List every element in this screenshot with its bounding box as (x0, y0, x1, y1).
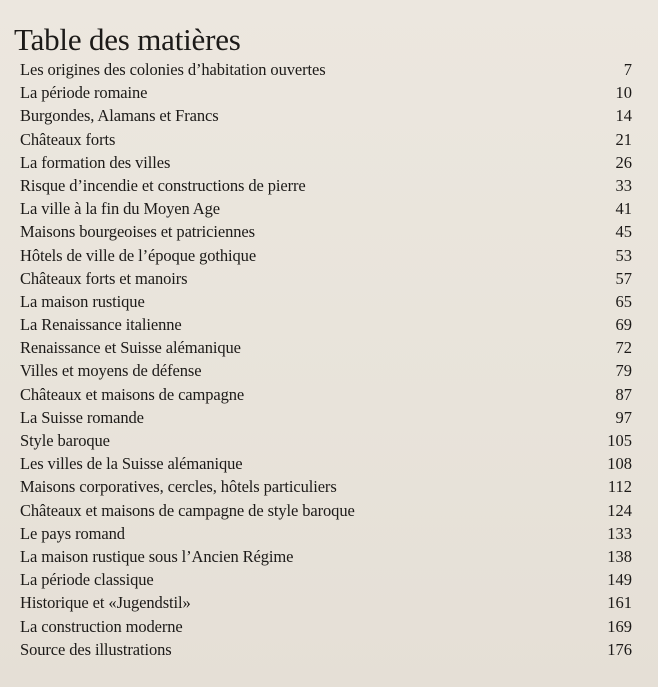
toc-entry (20, 429, 632, 452)
toc-entry-page-number: 10 (615, 83, 632, 103)
toc-entry-title: La Suisse romande (20, 407, 144, 427)
toc-entry-title: Châteaux et maisons de campagne (20, 384, 245, 404)
toc-entry-page-number: 124 (607, 500, 632, 520)
toc-entry (20, 313, 632, 336)
toc-entry (20, 267, 632, 290)
toc-entry-page-number: 21 (615, 129, 632, 149)
toc-entry-page-number: 97 (615, 407, 632, 427)
toc-entry-page-number: 14 (615, 106, 632, 126)
toc-entry-page-number: 176 (607, 639, 632, 659)
toc-entry-page-number: 133 (607, 523, 632, 543)
toc-entry-title: La ville à la fin du Moyen Age (20, 199, 220, 219)
toc-entry (20, 197, 632, 220)
toc-entry-title: Châteaux forts et manoirs (20, 268, 188, 288)
toc-entry (20, 359, 632, 382)
toc-entry-title: Burgondes, Alamans et Francs (20, 106, 219, 126)
toc-entry-title: La construction moderne (20, 616, 183, 636)
toc-entry-title: La formation des villes (20, 152, 171, 172)
toc-entry-page-number: 112 (607, 477, 632, 497)
toc-entry (20, 104, 632, 127)
toc-entry-title: Le pays romand (20, 523, 125, 543)
toc-entry (20, 452, 632, 475)
toc-entry-title: La période romaine (20, 83, 148, 103)
toc-entry (20, 81, 632, 104)
toc-entry (20, 568, 632, 591)
toc-entry-title: Les villes de la Suisse alémanique (20, 454, 243, 474)
toc-entry-page-number: 87 (615, 384, 632, 404)
toc-entry (20, 174, 632, 197)
table-of-contents (20, 58, 632, 661)
toc-entry-page-number: 45 (615, 222, 632, 242)
toc-entry-page-number: 26 (615, 152, 632, 172)
toc-entry-page-number: 161 (607, 593, 632, 613)
toc-entry-title: Maisons corporatives, cercles, hôtels particuliers (20, 477, 337, 497)
toc-entry-title: Villes et moyens de défense (20, 361, 202, 381)
toc-entry (20, 499, 632, 522)
toc-entry-title: Style baroque (20, 431, 110, 450)
toc-entry-page-number: 108 (607, 454, 632, 474)
toc-entry (20, 638, 632, 661)
toc-entry (20, 383, 632, 406)
toc-entry-page-number: 53 (615, 245, 632, 265)
toc-entry-title: La Renaissance italienne (20, 315, 182, 335)
page-title: Table des matières (14, 22, 241, 57)
toc-entry-page-number: 33 (615, 175, 632, 195)
toc-entry-title: Hôtels de ville de l’époque gothique (20, 245, 257, 265)
toc-entry (20, 336, 632, 359)
toc-entry (20, 522, 632, 545)
toc-entry-page-number: 65 (615, 291, 632, 311)
toc-entry-title: Source des illustrations (20, 639, 172, 659)
toc-entry-page-number: 57 (615, 268, 632, 288)
toc-entry-page-number: 69 (615, 315, 632, 335)
toc-entry-title: La période classique (20, 570, 154, 590)
toc-entry-page-number: 72 (615, 338, 632, 358)
toc-entry (20, 151, 632, 174)
toc-entry-page-number: 149 (607, 570, 632, 590)
toc-entry (20, 406, 632, 429)
toc-entry-title: Risque d’incendie et constructions de pierre (20, 175, 306, 195)
toc-entry-page-number: 7 (623, 60, 632, 79)
toc-entry-title: Renaissance et Suisse alémanique (20, 338, 241, 358)
toc-entry-title: Châteaux et maisons de campagne de style baroque (20, 500, 355, 520)
toc-entry-title: La maison rustique (20, 291, 145, 311)
toc-entry (20, 545, 632, 568)
toc-entry-page-number: 138 (607, 546, 632, 566)
toc-entry-title: Historique et «Jugendstil» (20, 593, 191, 613)
toc-entry-page-number: 79 (615, 361, 632, 381)
toc-entry (20, 220, 632, 243)
toc-entry (20, 244, 632, 267)
toc-entry-title: Châteaux forts (20, 129, 116, 149)
toc-entry-page-number: 169 (607, 616, 632, 636)
toc-entry-page-number: 41 (615, 199, 632, 219)
toc-entry (20, 290, 632, 313)
toc-entry (20, 475, 632, 498)
toc-entry (20, 591, 632, 614)
toc-entry-title: Les origines des colonies d’habitation ouvertes (20, 60, 326, 79)
toc-entry-page-number: 105 (607, 431, 632, 450)
toc-entry-title: Maisons bourgeoises et patriciennes (20, 222, 255, 242)
toc-entry (20, 58, 632, 81)
toc-entry (20, 128, 632, 151)
toc-entry (20, 615, 632, 638)
toc-entry-title: La maison rustique sous l’Ancien Régime (20, 546, 294, 566)
